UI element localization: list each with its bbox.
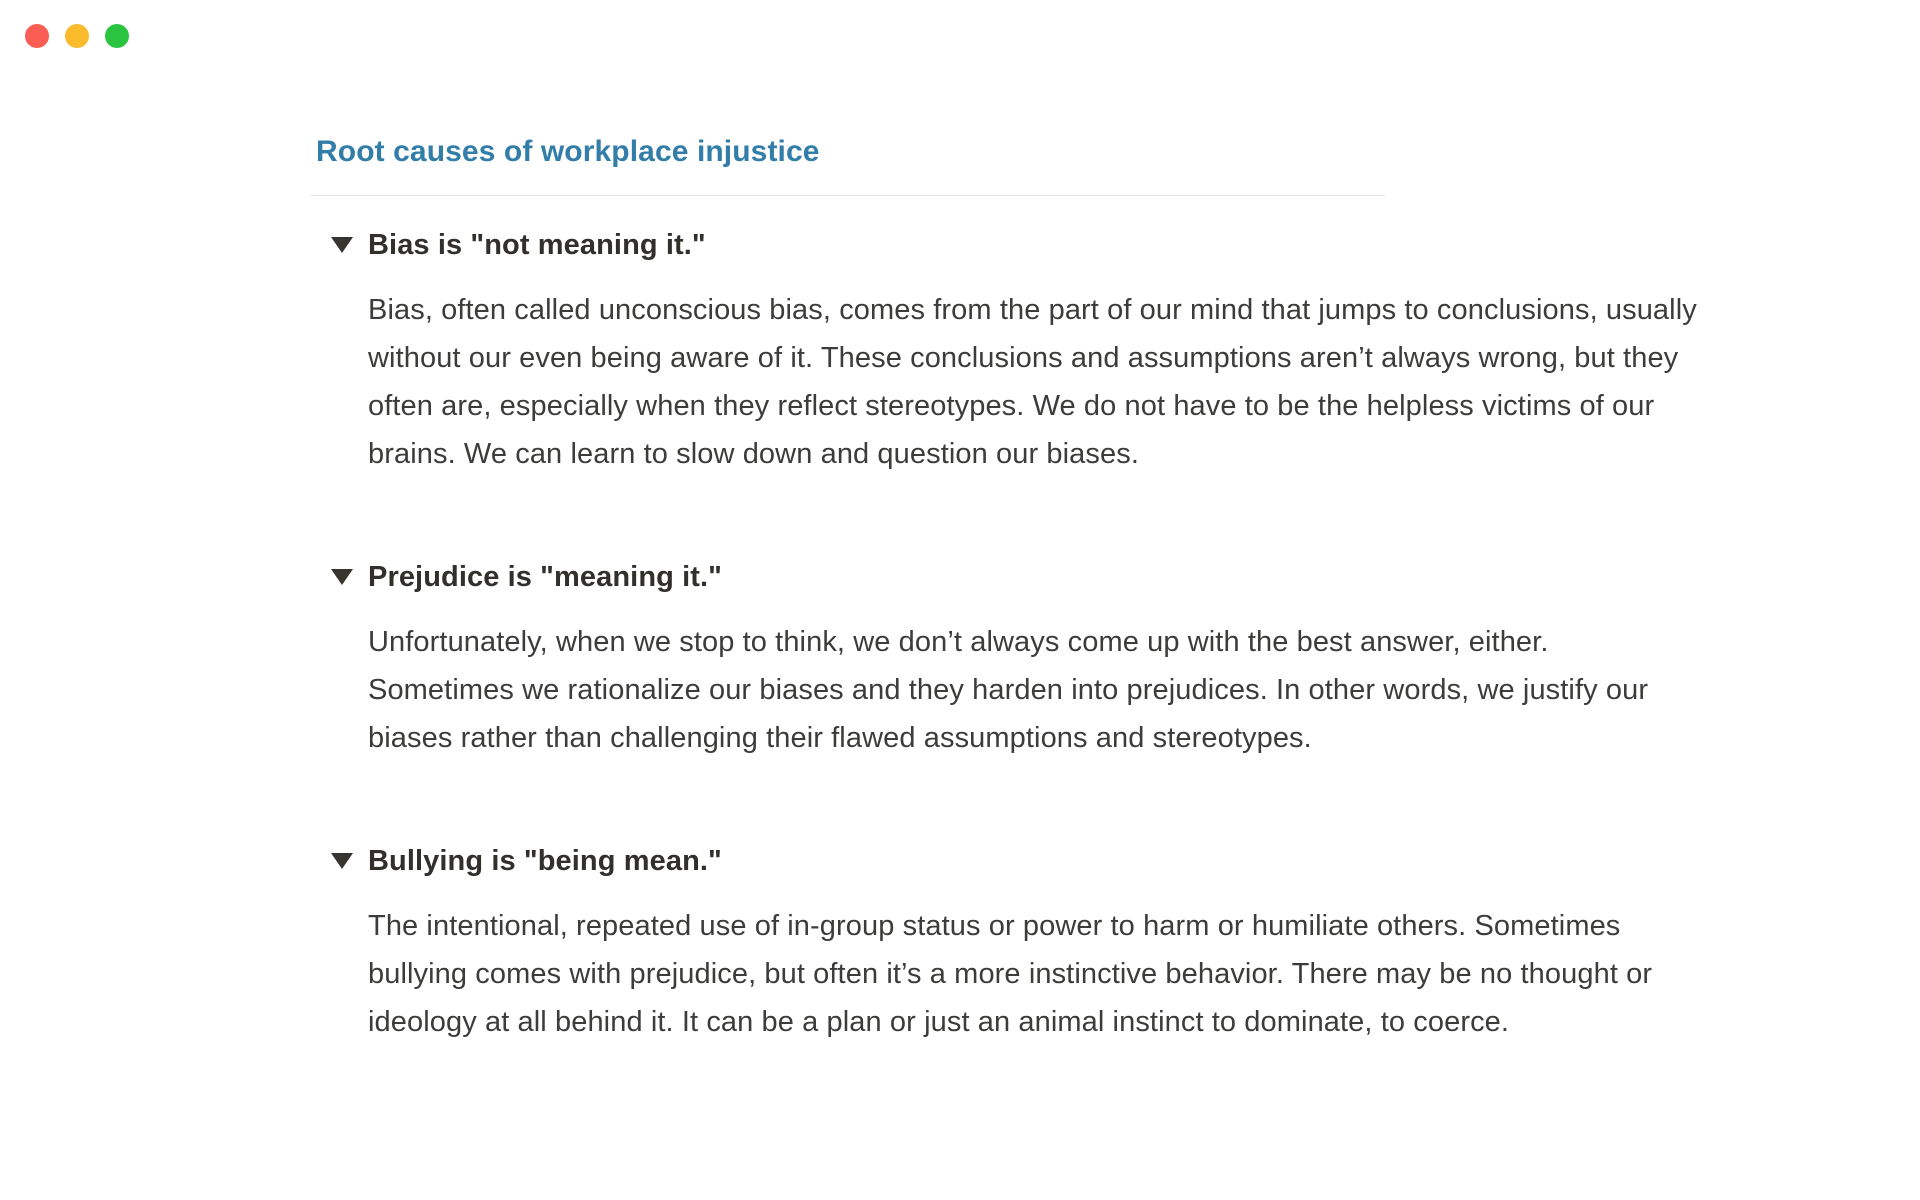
toggle-body-text[interactable]: Bias, often called unconscious bias, comes from the part of our mind that jumps to conclusions, usually without our even being aware of it. These conclusions and assumptions aren’t always wrong, but they often are, especially when they reflect stereotypes. We do not have to be the helpless victims of our brains. We can learn to slow down and question our biases.	[368, 294, 1697, 470]
zoom-button[interactable]	[105, 24, 129, 48]
down-triangle-icon	[331, 569, 353, 585]
minimize-button[interactable]	[65, 24, 89, 48]
toggle-body-text[interactable]: Unfortunately, when we stop to think, we don’t always come up with the best answer, either. Sometimes we rationalize our biases and they harden into prejudices. In other words, we justify our biases rather than challenging their flawed assumptions and stereotypes.	[368, 626, 1649, 754]
toggle-body-text[interactable]: The intentional, repeated use of in-group status or power to harm or humiliate others. Sometimes bullying comes with prejudice, but often it’s a more instinctive behavior. There may be no thought or ideology at all behind it. It can be a plan or just an animal instinct to dominate, to coerce.	[368, 910, 1653, 1038]
toggle-heading[interactable]: Prejudice is "meaning it."	[368, 561, 723, 593]
toggle-section-prejudice	[316, 556, 1736, 762]
document-page	[316, 133, 1736, 1046]
toggle-section-bias	[316, 224, 1736, 478]
title-divider	[310, 195, 1385, 196]
toggle-down-triangle-icon[interactable]	[316, 569, 368, 585]
toggle-down-triangle-icon[interactable]	[316, 237, 368, 253]
down-triangle-icon	[331, 237, 353, 253]
toggle-heading-row[interactable]	[316, 556, 1736, 598]
toggle-heading[interactable]: Bullying is "being mean."	[368, 845, 722, 877]
close-button[interactable]	[25, 24, 49, 48]
toggle-down-triangle-icon[interactable]	[316, 853, 368, 869]
toggle-section-bullying	[316, 840, 1736, 1046]
down-triangle-icon	[331, 853, 353, 869]
toggle-heading[interactable]: Bias is "not meaning it."	[368, 229, 706, 261]
toggle-heading-row[interactable]	[316, 840, 1736, 882]
window-controls	[25, 24, 129, 48]
page-title[interactable]: Root causes of workplace injustice	[316, 135, 820, 168]
toggle-heading-row[interactable]	[316, 224, 1736, 266]
